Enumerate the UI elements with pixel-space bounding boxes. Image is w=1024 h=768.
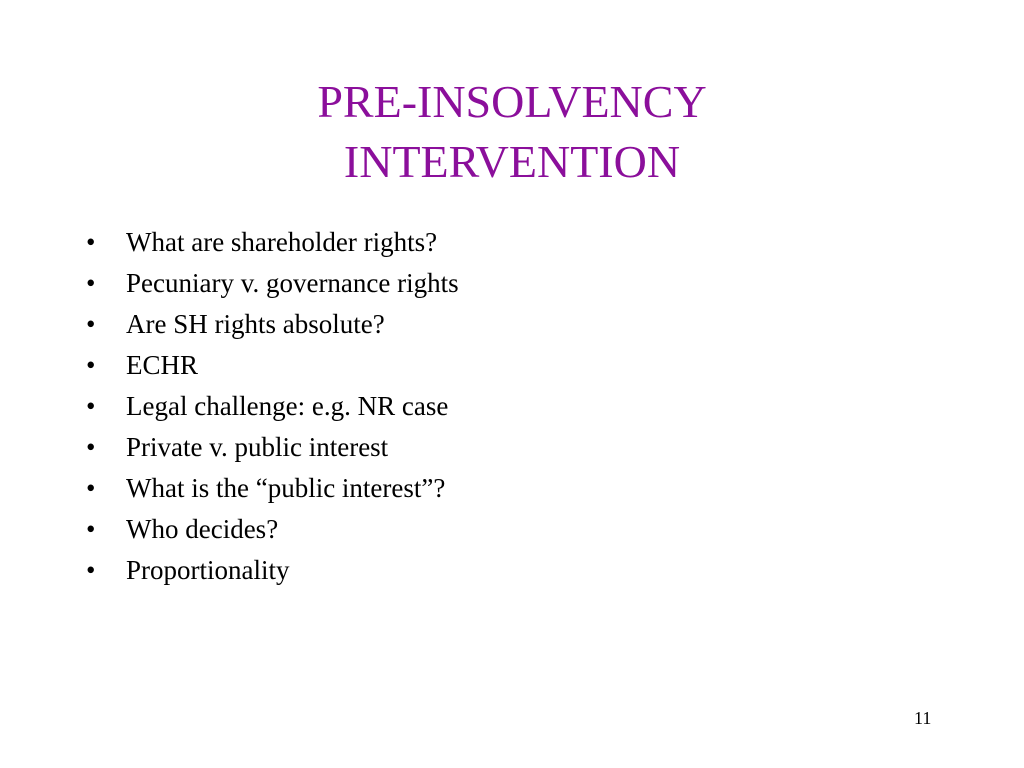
bullet-icon: • — [86, 555, 96, 585]
bullet-text: Legal challenge: e.g. NR case — [126, 391, 449, 421]
bullet-item — [86, 222, 459, 263]
bullet-list — [86, 222, 459, 591]
bullet-text: Are SH rights absolute? — [126, 309, 385, 339]
bullet-text: ECHR — [126, 350, 199, 380]
bullet-icon: • — [86, 350, 96, 380]
bullet-item — [86, 550, 459, 591]
bullet-item — [86, 345, 459, 386]
bullet-item — [86, 263, 459, 304]
bullet-text: Private v. public interest — [126, 432, 389, 462]
bullet-icon: • — [86, 309, 96, 339]
bullet-text: What are shareholder rights? — [126, 227, 438, 257]
slide-title-line-2: INTERVENTION — [343, 136, 681, 187]
bullet-item — [86, 386, 459, 427]
bullet-icon: • — [86, 514, 96, 544]
bullet-item — [86, 509, 459, 550]
bullet-text: Who decides? — [126, 514, 279, 544]
bullet-item — [86, 468, 459, 509]
bullet-icon: • — [86, 432, 96, 462]
bullet-icon: • — [86, 473, 96, 503]
slide-title-line-1: PRE-INSOLVENCY — [317, 76, 707, 127]
bullet-text: What is the “public interest”? — [126, 473, 446, 503]
bullet-icon: • — [86, 227, 96, 257]
bullet-icon: • — [86, 391, 96, 421]
slide-title — [0, 72, 1024, 192]
bullet-text: Pecuniary v. governance rights — [126, 268, 459, 298]
bullet-item — [86, 427, 459, 468]
bullet-item — [86, 304, 459, 345]
page-number: 11 — [914, 708, 932, 728]
bullet-text: Proportionality — [126, 555, 290, 585]
bullet-icon: • — [86, 268, 96, 298]
